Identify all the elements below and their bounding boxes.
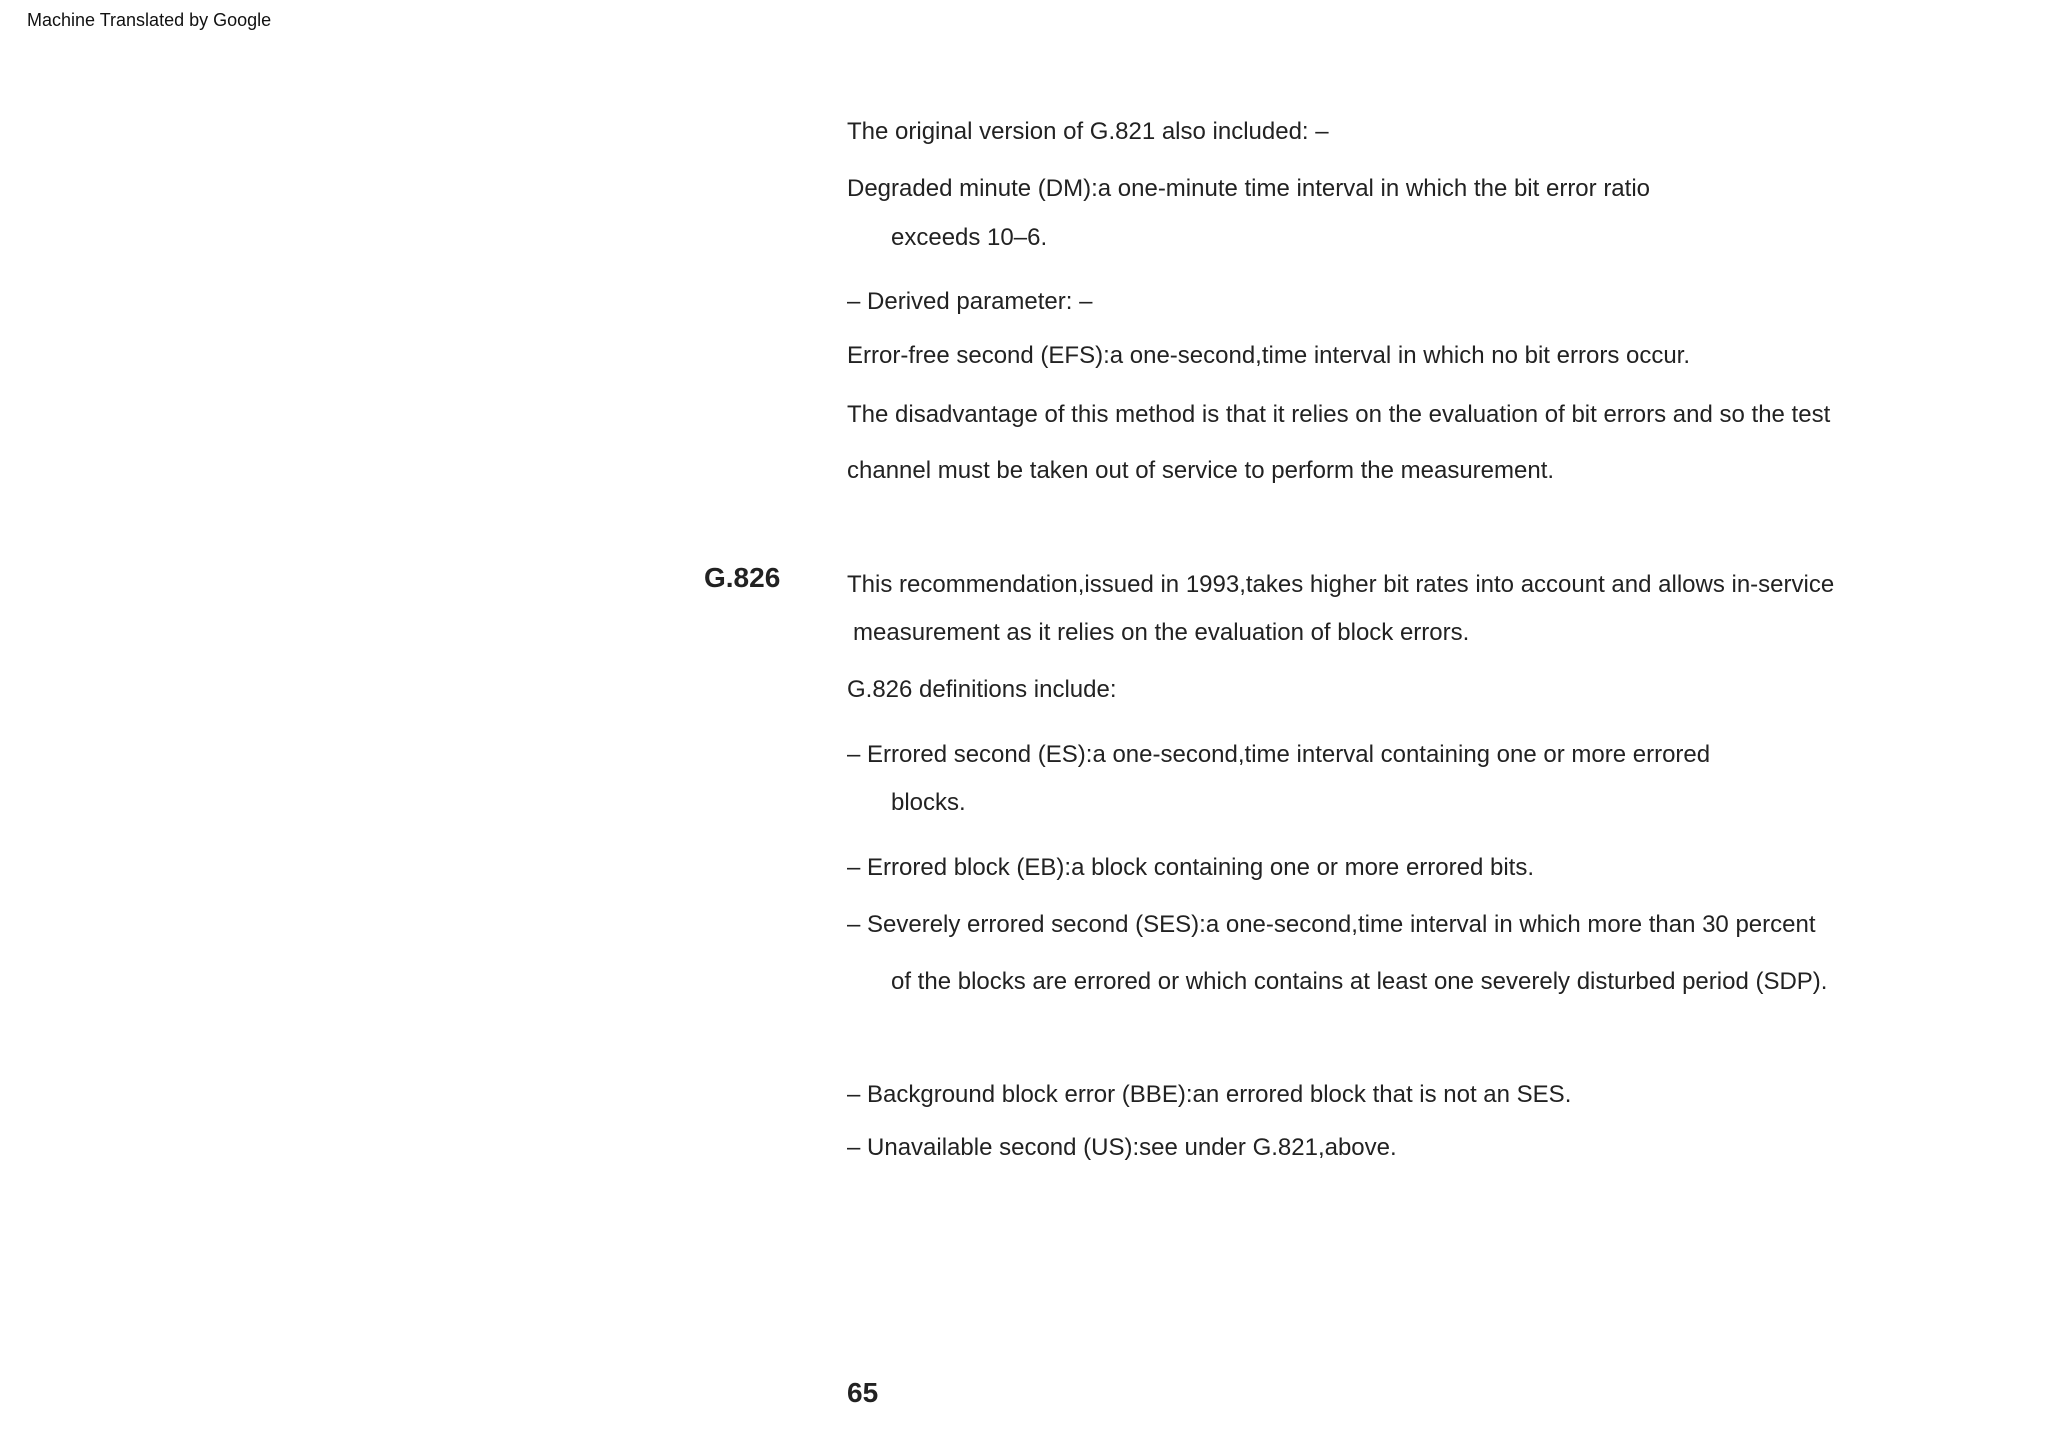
dm-definition-line2: exceeds 10–6. (891, 224, 1048, 251)
dm-definition-line1: Degraded minute (DM):a one-minute time interval in which the bit error ratio (847, 175, 1651, 202)
machine-translation-banner: Machine Translated by Google (27, 10, 272, 30)
es-definition-line2: blocks. (891, 789, 966, 816)
disadvantage-line1: The disadvantage of this method is that it relies on the evaluation of bit errors and so the test (847, 401, 1831, 428)
page-number: 65 (847, 1377, 879, 1408)
ses-definition-line2: of the blocks are errored or which contains at least one severely disturbed period (SDP). (891, 968, 1828, 995)
g821-intro: The original version of G.821 also included: – (847, 118, 1329, 145)
efs-definition: Error-free second (EFS):a one-second,time interval in which no bit errors occur. (847, 342, 1691, 369)
derived-parameter-heading: – Derived parameter: – (847, 288, 1093, 315)
g826-intro-line2: measurement as it relies on the evaluation of block errors. (853, 619, 1470, 646)
eb-definition: – Errored block (EB):a block containing one or more errored bits. (847, 854, 1534, 881)
g826-definitions-heading: G.826 definitions include: (847, 676, 1117, 703)
g826-section-label: G.826 (704, 562, 781, 593)
disadvantage-line2: channel must be taken out of service to perform the measurement. (847, 457, 1555, 484)
bbe-definition: – Background block error (BBE):an errored block that is not an SES. (847, 1081, 1572, 1108)
g826-intro-line1: This recommendation,issued in 1993,takes higher bit rates into account and allows in-service (847, 571, 1835, 598)
ses-definition-line1: – Severely errored second (SES):a one-second,time interval in which more than 30 percent (847, 911, 1816, 938)
us-definition: – Unavailable second (US):see under G.821,above. (847, 1134, 1397, 1161)
es-definition-line1: – Errored second (ES):a one-second,time interval containing one or more errored (847, 741, 1711, 768)
